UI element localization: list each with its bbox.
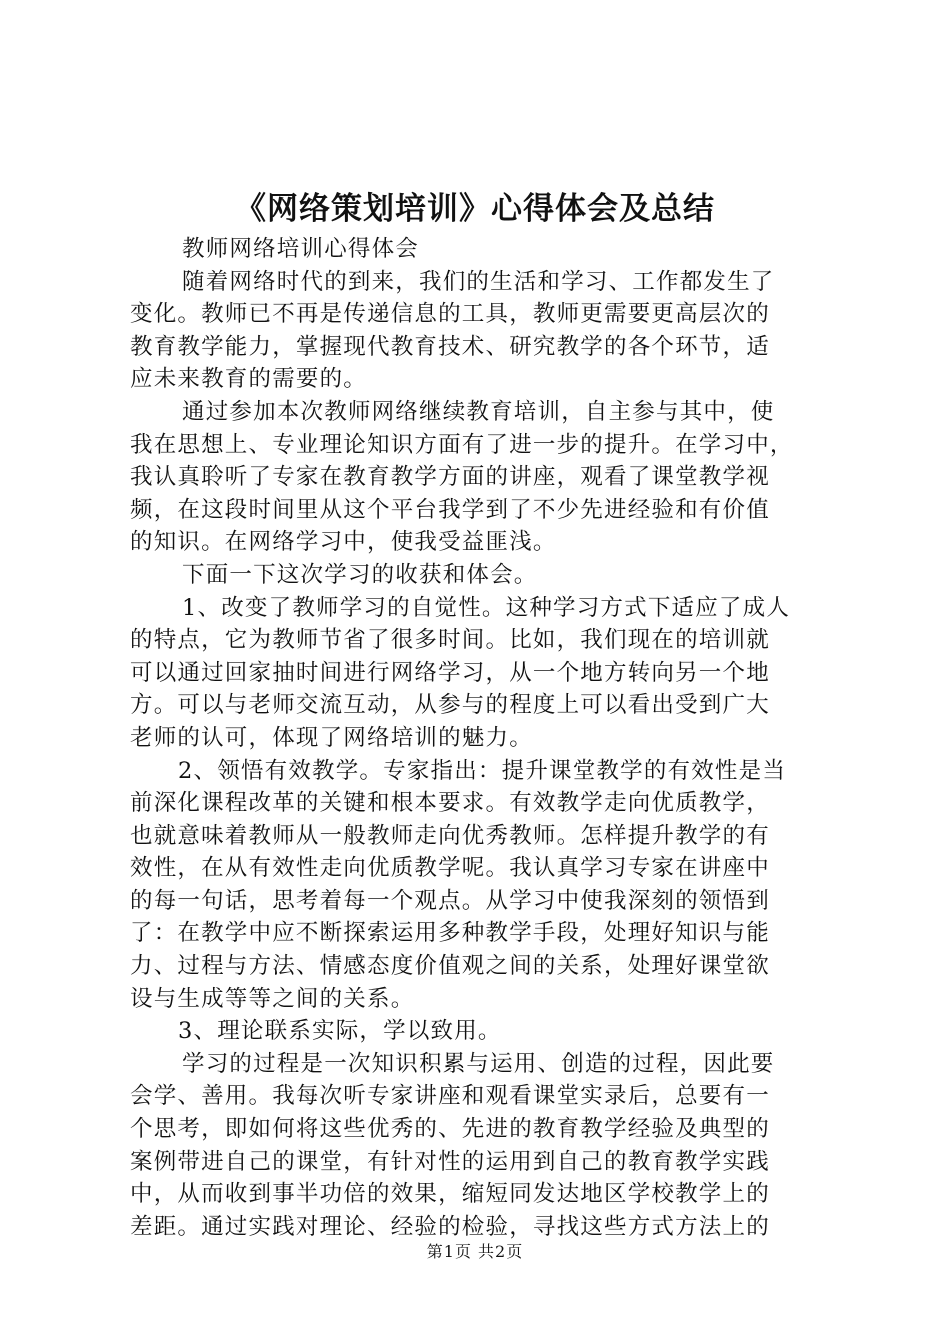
text-line: 会学、善用。我每次听专家讲座和观看课堂实录后，总要有一 <box>130 1083 770 1110</box>
text-line: 教育教学能力，掌握现代教育技术、研究教学的各个环节，适 <box>130 333 770 360</box>
text-line: 效性，在从有效性走向优质教学呢。我认真学习专家在讲座中 <box>130 855 770 882</box>
text-line: 2、领悟有效教学。专家指出：提升课堂教学的有效性是当 <box>178 757 787 784</box>
text-line: 变化。教师已不再是传递信息的工具，教师更需要更高层次的 <box>130 301 770 328</box>
text-line: 也就意味着教师从一般教师走向优秀教师。怎样提升教学的有 <box>130 822 770 849</box>
text-line: 的每一句话，思考着每一个观点。从学习中使我深刻的领悟到 <box>130 887 770 914</box>
text-line: 前深化课程改革的关键和根本要求。有效教学走向优质教学， <box>130 790 770 817</box>
text-line: 学习的过程是一次知识积累与运用、创造的过程，因此要 <box>182 1050 775 1077</box>
text-line: 3、理论联系实际，学以致用。 <box>178 1018 502 1045</box>
text-line: 可以通过回家抽时间进行网络学习，从一个地方转向另一个地 <box>130 659 770 686</box>
text-line: 方。可以与老师交流互动，从参与的程度上可以看出受到广大 <box>130 692 770 719</box>
text-line: 1、改变了教师学习的自觉性。这种学习方式下适应了成人 <box>182 594 791 621</box>
text-line: 我在思想上、专业理论知识方面有了进一步的提升。在学习中， <box>130 431 794 458</box>
text-line: 的知识。在网络学习中，使我受益匪浅。 <box>130 529 557 556</box>
text-line: 了：在教学中应不断探索运用多种教学手段，处理好知识与能 <box>130 920 770 947</box>
text-line: 随着网络时代的到来，我们的生活和学习、工作都发生了 <box>182 268 775 295</box>
text-line: 我认真聆听了专家在教育教学方面的讲座，观看了课堂教学视 <box>130 464 770 491</box>
text-line: 设与生成等等之间的关系。 <box>130 985 415 1012</box>
text-line: 频，在这段时间里从这个平台我学到了不少先进经验和有价值 <box>130 496 770 523</box>
text-line: 下面一下这次学习的收获和体会。 <box>182 561 538 588</box>
text-line: 个思考，即如何将这些优秀的、先进的教育教学经验及典型的 <box>130 1116 770 1143</box>
document-title: 《网络策划培训》心得体会及总结 <box>235 191 715 227</box>
text-line: 的特点，它为教师节省了很多时间。比如，我们现在的培训就 <box>130 627 770 654</box>
text-line: 通过参加本次教师网络继续教育培训，自主参与其中，使 <box>182 398 775 425</box>
text-line: 应未来教育的需要的。 <box>130 366 368 393</box>
text-line: 中，从而收到事半功倍的效果，缩短同发达地区学校教学上的 <box>130 1181 770 1208</box>
document-body <box>130 233 830 1243</box>
text-line: 力、过程与方法、情感态度价值观之间的关系，处理好课堂欲 <box>130 953 770 980</box>
text-line: 案例带进自己的课堂，有针对性的运用到自己的教育教学实践 <box>130 1148 770 1175</box>
text-line: 老师的认可，体现了网络培训的魅力。 <box>130 724 533 751</box>
text-line: 差距。通过实践对理论、经验的检验，寻找这些方式方法上的 <box>130 1213 770 1240</box>
page-footer: 第1页 共2页 <box>426 1242 524 1261</box>
text-line: 教师网络培训心得体会 <box>182 236 420 262</box>
